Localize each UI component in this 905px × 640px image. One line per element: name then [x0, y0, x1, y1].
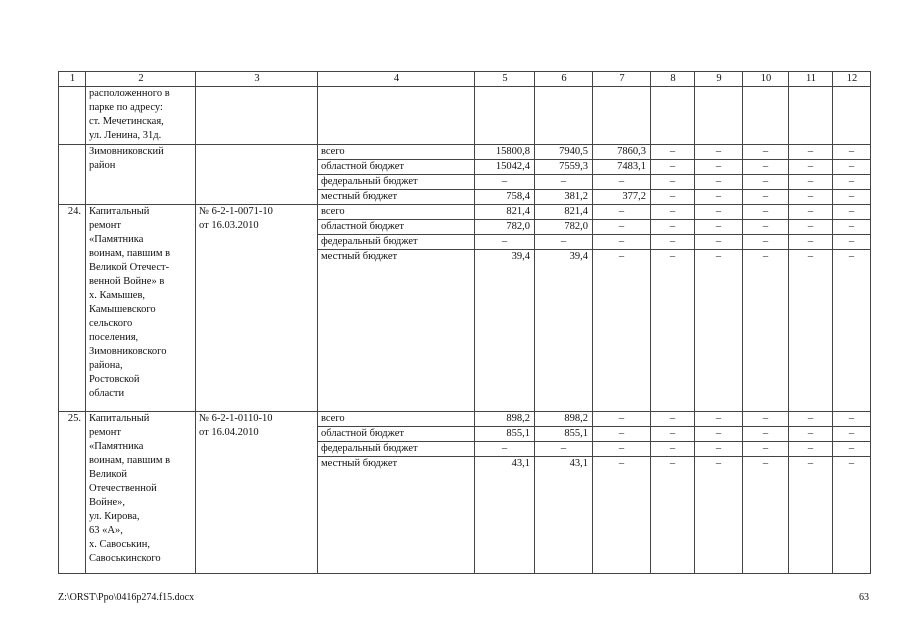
source-label: местный бюджет	[321, 191, 398, 202]
col-header: 5	[475, 72, 535, 87]
value-cell: –	[475, 442, 534, 457]
dash-column	[651, 412, 695, 574]
value-cell: 821,4	[475, 205, 534, 220]
value-cell: –	[807, 458, 814, 469]
value-cell: –	[651, 145, 694, 160]
source-label: местный бюджет	[321, 458, 398, 469]
dash-column	[695, 412, 743, 574]
value-cell: –	[695, 145, 742, 160]
value-cell: –	[789, 220, 832, 235]
table-row	[59, 205, 871, 412]
dash-column	[651, 205, 695, 412]
value-cell: –	[743, 175, 788, 190]
col-header: 1	[59, 72, 86, 87]
value-cell: –	[593, 205, 650, 220]
value-cell: –	[743, 145, 788, 160]
value-cell: –	[651, 175, 694, 190]
value-cell: –	[593, 220, 650, 235]
value-cell: –	[848, 458, 855, 469]
value-cell: –	[833, 442, 870, 457]
value-cell: 381,2	[564, 191, 588, 202]
value-cell: –	[743, 160, 788, 175]
source-label: областной бюджет	[318, 220, 474, 235]
value-cell: –	[593, 427, 650, 442]
row-number: 24.	[59, 205, 86, 412]
value-cell: 898,2	[475, 412, 534, 427]
value-cell: –	[669, 458, 676, 469]
value-cell: –	[593, 412, 650, 427]
value-cell: –	[593, 235, 650, 250]
district-row	[59, 145, 871, 205]
value-cell: –	[743, 220, 788, 235]
value-cell: –	[762, 458, 769, 469]
value-cell: 855,1	[535, 427, 592, 442]
value-cell: 782,0	[475, 220, 534, 235]
value-cell: 7483,1	[593, 160, 650, 175]
value-cell: –	[618, 251, 625, 262]
value-cell: –	[651, 427, 694, 442]
value-cell: –	[789, 427, 832, 442]
value-cell: –	[743, 427, 788, 442]
dash-column	[743, 145, 789, 205]
value-cell: 7860,3	[593, 145, 650, 160]
value-cell: –	[789, 412, 832, 427]
dash-column	[833, 412, 871, 574]
col-header: 8	[651, 72, 695, 87]
value-cell: –	[593, 175, 650, 190]
value-cell: 43,1	[569, 458, 588, 469]
value-cell: –	[833, 175, 870, 190]
value-cell: –	[762, 191, 769, 202]
value-cell: –	[715, 458, 722, 469]
source-label: местный бюджет	[321, 251, 398, 262]
value-cell: –	[848, 251, 855, 262]
value-cell: –	[695, 412, 742, 427]
dash-column	[789, 145, 833, 205]
object-name: Зимовниковский район	[86, 145, 196, 205]
col-header: 12	[833, 72, 871, 87]
value-cell: –	[695, 220, 742, 235]
value-cell: –	[833, 235, 870, 250]
dash-column	[833, 145, 871, 205]
value-cell: 39,4	[511, 251, 530, 262]
value-cell: –	[475, 175, 534, 190]
col-header: 11	[789, 72, 833, 87]
value-cell: –	[833, 205, 870, 220]
value-cell: –	[833, 412, 870, 427]
value-cell: –	[535, 442, 592, 457]
value-cell: –	[743, 235, 788, 250]
value-cell: –	[833, 427, 870, 442]
col-header: 3	[196, 72, 318, 87]
value-cell: –	[535, 235, 592, 250]
dash-column	[743, 205, 789, 412]
value-cell: –	[535, 175, 592, 190]
value-cell: –	[789, 442, 832, 457]
value-cell: 7559,3	[535, 160, 592, 175]
value-cell: 898,2	[535, 412, 592, 427]
value-cell: –	[669, 191, 676, 202]
document-ref: № 6-2-1-0110-10 от 16.04.2010	[196, 412, 318, 574]
col-header: 2	[86, 72, 196, 87]
source-label: федеральный бюджет	[318, 442, 474, 457]
value-cell: –	[833, 145, 870, 160]
value-cell: –	[651, 220, 694, 235]
value-cell: –	[669, 251, 676, 262]
object-name: Капитальный ремонт «Памятника воинам, павшим в Великой Отечест- венной Войне» в х. Камышев, Камышевского сельского поселения, Зимовниковского района, Ростовской области	[86, 205, 196, 412]
value-cell: –	[833, 220, 870, 235]
value-cell: –	[807, 191, 814, 202]
value-cell: –	[789, 175, 832, 190]
value-cell: 855,1	[475, 427, 534, 442]
source-label: федеральный бюджет	[318, 175, 474, 190]
value-cell: –	[618, 458, 625, 469]
value-cell: –	[743, 412, 788, 427]
dash-column	[695, 145, 743, 205]
dash-column	[743, 412, 789, 574]
value-cell: –	[807, 251, 814, 262]
value-cell: –	[651, 205, 694, 220]
value-cell: 7940,5	[535, 145, 592, 160]
value-cell: –	[695, 427, 742, 442]
col-header: 7	[593, 72, 651, 87]
value-cell: –	[762, 251, 769, 262]
col-header: 10	[743, 72, 789, 87]
document-ref: № 6-2-1-0071-10 от 16.03.2010	[196, 205, 318, 412]
row-number: 25.	[59, 412, 86, 574]
value-cell: 821,4	[535, 205, 592, 220]
value-cell: –	[789, 205, 832, 220]
dash-column	[789, 412, 833, 574]
value-cell: –	[743, 442, 788, 457]
dash-column	[789, 205, 833, 412]
value-cell: –	[651, 412, 694, 427]
col-header: 9	[695, 72, 743, 87]
dash-column	[695, 205, 743, 412]
value-cell: –	[475, 235, 534, 250]
object-name: Капитальный ремонт «Памятника воинам, павшим в Великой Отечественной Войне», ул. Кирова, 63 «А», х. Савоськин, Савоськинского	[86, 412, 196, 574]
value-cell: –	[593, 442, 650, 457]
value-cell: –	[651, 235, 694, 250]
file-path: Z:\ORST\Ppo\0416p274.f15.docx	[58, 592, 195, 603]
value-cell: –	[695, 235, 742, 250]
col-header: 4	[318, 72, 475, 87]
value-cell: –	[789, 235, 832, 250]
value-cell: 15800,8	[475, 145, 534, 160]
dash-column	[651, 145, 695, 205]
continuation-row	[59, 87, 871, 145]
value-cell: –	[695, 205, 742, 220]
value-cell: 782,0	[535, 220, 592, 235]
dash-column	[833, 205, 871, 412]
value-cell: –	[695, 160, 742, 175]
value-cell: –	[789, 160, 832, 175]
value-cell: –	[848, 191, 855, 202]
value-cell: –	[651, 160, 694, 175]
program-table	[58, 71, 871, 574]
value-cell: –	[651, 442, 694, 457]
value-cell: –	[695, 442, 742, 457]
value-cell: 377,2	[622, 191, 646, 202]
value-cell: 15042,4	[475, 160, 534, 175]
page-number: 63	[859, 592, 869, 603]
source-label: всего	[318, 205, 474, 220]
value-cell: 758,4	[506, 191, 530, 202]
value-cell: –	[715, 191, 722, 202]
value-cell: 43,1	[511, 458, 530, 469]
dash-column	[593, 205, 651, 412]
table-row	[59, 412, 871, 574]
value-cell: –	[833, 160, 870, 175]
source-label: федеральный бюджет	[318, 235, 474, 250]
value-cell: –	[715, 251, 722, 262]
dash-column	[593, 412, 651, 574]
col-header: 6	[535, 72, 593, 87]
value-cell: –	[789, 145, 832, 160]
value-cell: –	[743, 205, 788, 220]
object-name: расположенного в парке по адресу: ст. Мечетинская, ул. Ленина, 31д.	[86, 87, 196, 145]
source-label: всего	[318, 412, 474, 427]
value-cell: 39,4	[569, 251, 588, 262]
source-label: областной бюджет	[318, 427, 474, 442]
source-label: областной бюджет	[318, 160, 474, 175]
header-row	[59, 72, 871, 87]
value-cell: –	[695, 175, 742, 190]
source-label: всего	[318, 145, 474, 160]
